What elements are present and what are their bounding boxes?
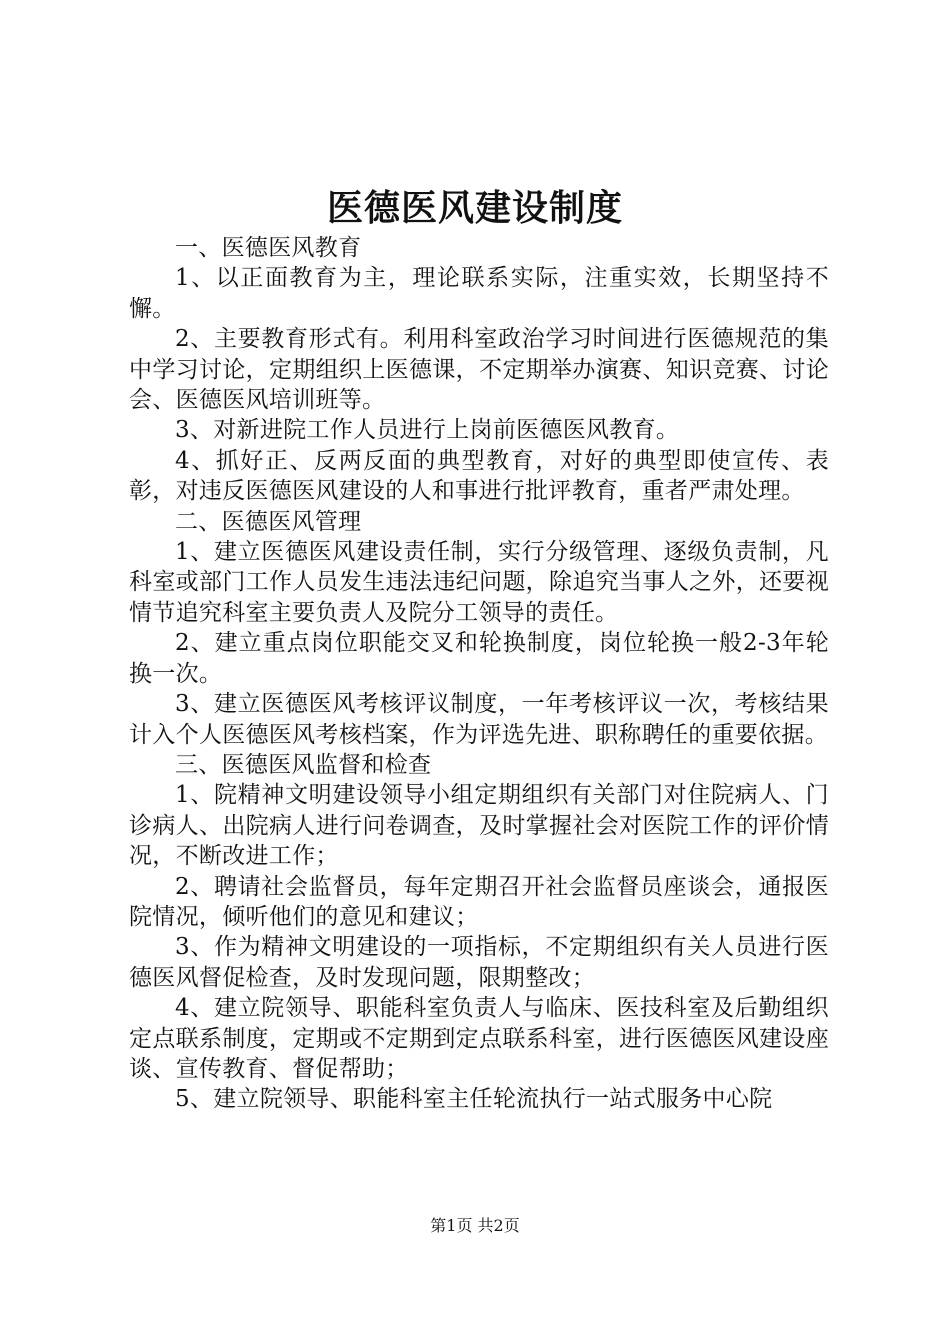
section-heading: 二、医德医风管理: [175, 508, 362, 535]
paragraph: 2、主要教育形式有。利用科室政治学习时间进行医德规范的集中学习讨论，定期组织上医德课，不定期举办演赛、知识竞赛、讨论会、医德医风培训班等。: [129, 326, 829, 414]
paragraph: 5、建立院领导、职能科室主任轮流执行一站式服务中心院: [175, 1086, 773, 1113]
paragraph: 3、建立医德医风考核评议制度，一年考核评议一次，考核结果计入个人医德医风考核档案，作为评选先进、职称聘任的重要依据。: [129, 691, 829, 748]
document-title: 医德医风建设制度: [326, 187, 623, 229]
paragraph: 3、对新进院工作人员进行上岗前医德医风教育。: [175, 417, 680, 444]
paragraph: 3、作为精神文明建设的一项指标，不定期组织有关人员进行医德医风督促检查，及时发现问题，限期整改；: [129, 934, 829, 991]
paragraph: 2、聘请社会监督员，每年定期召开社会监督员座谈会，通报医院情况，倾听他们的意见和建议；: [129, 873, 829, 930]
section-heading: 一、医德医风教育: [175, 235, 362, 261]
paragraph: 1、以正面教育为主，理论联系实际，注重实效，长期坚持不懈。: [129, 265, 829, 322]
paragraph: 2、建立重点岗位职能交叉和轮换制度，岗位轮换一般2-3年轮换一次。: [129, 630, 829, 687]
paragraph: 4、抓好正、反两反面的典型教育，对好的典型即使宣传、表彰，对违反医德医风建设的人和事进行批评教育，重者严肃处理。: [129, 447, 829, 505]
paragraph: 4、建立院领导、职能科室负责人与临床、医技科室及后勤组织定点联系制度，定期或不定期到定点联系科室，进行医德医风建设座谈、宣传教育、督促帮助；: [129, 995, 829, 1082]
page-footer: 第1页 共2页: [430, 1216, 520, 1235]
section-heading: 三、医德医风监督和检查: [175, 751, 432, 778]
paragraph: 1、建立医德医风建设责任制，实行分级管理、逐级负责制，凡科室或部门工作人员发生违法违纪问题，除追究当事人之外，还要视情节追究科室主要负责人及院分工领导的责任。: [129, 539, 829, 626]
paragraph: 1、院精神文明建设领导小组定期组织有关部门对住院病人、门诊病人、出院病人进行问卷调查，及时掌握社会对医院工作的评价情况，不断改进工作；: [129, 782, 829, 870]
document-body: [129, 233, 829, 1115]
